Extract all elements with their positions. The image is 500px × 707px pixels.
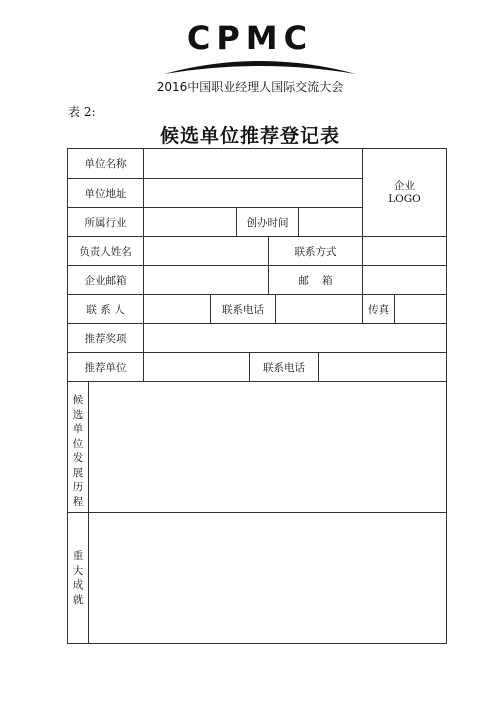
company-name-field[interactable] (144, 149, 362, 178)
contact-phone-label: 联系电话 (222, 303, 264, 316)
recommended-award-label: 推荐奖项 (84, 332, 127, 345)
development-history-label: 候选单位发展历程 (72, 394, 84, 508)
event-name: 2016中国职业经理人国际交流大会 (156, 80, 344, 94)
contact-phone-field[interactable] (276, 295, 362, 323)
leader-name-label: 负责人姓名 (79, 245, 132, 258)
leader-name-field[interactable] (144, 237, 268, 265)
industry-field[interactable] (144, 208, 236, 236)
founded-time-field[interactable] (299, 208, 362, 236)
contact-phone-2-label: 联系电话 (263, 361, 305, 374)
company-address-label: 单位地址 (84, 187, 127, 200)
fax-label: 传真 (368, 303, 389, 316)
cpmc-logo: CPMC (186, 19, 314, 57)
contact-person-field[interactable] (144, 295, 210, 323)
fax-field[interactable] (395, 295, 446, 323)
company-email-field[interactable] (144, 266, 268, 294)
contact-person-label: 联 系 人 (86, 303, 125, 316)
postal-label: 邮 箱 (298, 274, 333, 287)
industry-label: 所属行业 (84, 216, 127, 229)
contact-phone-2-field[interactable] (319, 353, 446, 381)
contact-method-label: 联系方式 (294, 245, 337, 258)
logo-label-line1: 企业 (394, 179, 415, 192)
major-achievements-field[interactable] (89, 513, 446, 643)
company-name-label: 单位名称 (84, 158, 127, 170)
company-address-field[interactable] (144, 179, 362, 207)
recommending-unit-field[interactable] (144, 353, 249, 381)
founded-time-label: 创办时间 (246, 216, 289, 229)
recommended-award-field[interactable] (144, 324, 446, 352)
development-history-field[interactable] (89, 382, 446, 512)
contact-method-field[interactable] (363, 237, 446, 265)
company-email-label: 企业邮箱 (84, 274, 127, 287)
postal-field[interactable] (363, 266, 446, 294)
logo-label-line2: LOGO (388, 193, 421, 205)
major-achievements-label: 重大成就 (72, 550, 84, 606)
recommending-unit-label: 推荐单位 (84, 361, 127, 374)
form-title: 候选单位推荐登记表 (159, 125, 340, 147)
table-number: 表 2: (68, 105, 96, 119)
